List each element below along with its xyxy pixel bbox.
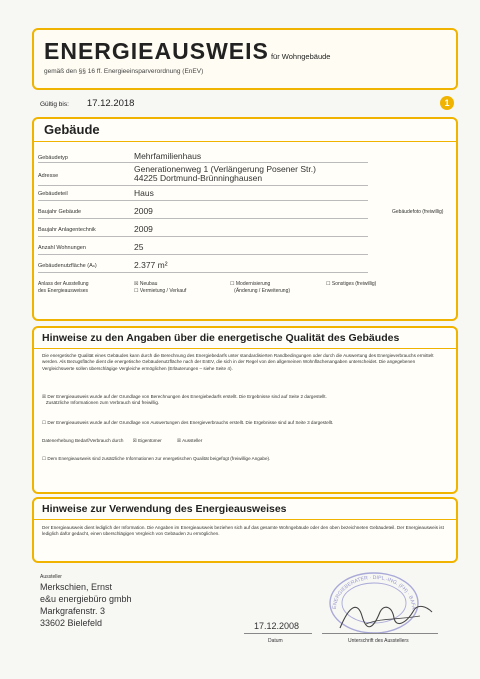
checkbox-owner[interactable]: ☒ Eigentümer (132, 438, 162, 443)
validity-date: 17.12.2018 (86, 98, 135, 109)
certificate-header (32, 28, 458, 90)
field-value: 2009 (134, 224, 153, 234)
checkbox-other[interactable]: ☐ Sonstiges (freiwillig) (326, 281, 377, 287)
building-section (32, 117, 458, 321)
field-label: Anzahl Wohnungen (38, 245, 86, 251)
field-value-line1: Generationenweg 1 (Verlängerung Posener Str.) (134, 164, 316, 174)
occasion-label: Anlass der Ausstellung des Energieausweises (38, 281, 89, 294)
page-number-badge: 1 (440, 96, 454, 110)
usage-paragraph: Der Energieausweis dient lediglich der Information. Die Angaben im Energieausweis beziehen sich auf das gesamte Wohngebäude oder den oben bezeichneten Gebäudeteil. Der Energieausweis ist lediglich dafür gedacht, einen überschlägigen Vergleich von Gebäuden zu ermöglichen. (42, 525, 444, 537)
field-value: 25 (134, 242, 144, 252)
hints-paragraph: Die energetische Qualität eines Gebäudes kann durch die Berechnung des Energiebedarfs unter standardisierten Randbedingungen oder durch die Auswertung des Energieverbrauchs ermittelt werden. Als Bezugsfläche dient die energetische Gebäudenutzfläche nach der EnEV, die sich in der Regel von den allgemeinen Wohnflächenangaben unterscheidet. Die angegebenen Vergleichswerte sollen überschlägige Vergleiche ermöglichen (Erläuterungen – siehe Seite 4). (42, 353, 434, 371)
date-label: Datum (268, 638, 283, 644)
checkbox-new-building[interactable]: ☒ Neubau (134, 281, 158, 287)
checkbox-modernization[interactable]: ☐ Modernisierung (Änderung / Erweiterung) (230, 281, 291, 294)
issuer-street: Markgrafenstr. 3 (40, 606, 106, 616)
usage-hints-title: Hinweise zur Verwendung des Energieausweises (34, 499, 456, 520)
issuer-city: 33602 Bielefeld (40, 618, 103, 628)
option-demand-based[interactable]: ☒ Der Energieausweis wurde auf der Grundlage von Berechnungen des Energiebedarfs erstellt. Die Ergebnisse sind auf Seite 2 dargestellt. Zusätzliche Informationen zum Verbrauch sind freiwillig. (42, 394, 327, 406)
option-additional-info[interactable]: ☐ Dem Energieausweis sind zusätzliche Informationen zur energetischen Qualität beigefügt (freiwillige Angabe). (42, 456, 271, 461)
issuer-label: Aussteller (40, 574, 62, 580)
field-label: Baujahr Anlagentechnik (38, 227, 96, 233)
field-label: Adresse (38, 173, 59, 179)
issuer-name: Merkschien, Ernst (40, 582, 113, 592)
issuer-company: e&u energiebüro gmbh (40, 594, 132, 604)
energy-quality-hints-section (32, 326, 458, 494)
field-label: Baujahr Gebäude (38, 209, 82, 215)
certificate-subtitle: für Wohngebäude (270, 52, 331, 61)
checkbox-rent-sale[interactable]: ☐ Vermietung / Verkauf (134, 288, 187, 294)
field-value-line2: 44225 Dortmund-Brünninghausen (134, 173, 263, 183)
checkbox-issuer[interactable]: ☒ Aussteller (176, 438, 203, 443)
signature-label: Unterschrift des Ausstellers (348, 638, 409, 644)
field-value: Haus (134, 188, 154, 198)
stamp-text: ENERGIEBERATER · DIPL.-ING. (FH) · BAFA (331, 574, 417, 610)
field-label: Gebäudetyp (38, 155, 68, 161)
field-value: Mehrfamilienhaus (134, 151, 202, 161)
option-consumption-based[interactable]: ☐ Der Energieausweis wurde auf der Grundlage von Auswertungen des Energieverbrauchs erstellt. Die Ergebnisse sind auf Seite 3 dargestellt. (42, 420, 334, 425)
field-value: 2009 (134, 206, 153, 216)
regulation-text: gemäß den §§ 16 ff. Energieeinsparverordnung (EnEV) (44, 68, 204, 75)
signature (336, 598, 436, 636)
field-value: 2.377 m² (134, 260, 168, 270)
field-label: Gebäudenutzfläche (Aₙ) (38, 263, 97, 269)
usage-hints-section (32, 497, 458, 563)
validity-label: Gültig bis: (40, 101, 69, 108)
issue-date: 17.12.2008 (254, 621, 300, 631)
data-collection-label: Datenerhebung Bedarf/Verbrauch durch (42, 438, 124, 443)
data-collection-row (42, 438, 446, 444)
building-section-title: Gebäude (34, 119, 456, 142)
validity (40, 98, 134, 109)
building-photo-label: Gebäudefoto (freiwillig) (392, 209, 444, 215)
field-label: Gebäudeteil (38, 191, 68, 197)
certificate-title: ENERGIEAUSWEIS für Wohngebäude (44, 38, 331, 64)
energy-quality-hints-title: Hinweise zu den Angaben über die energetische Qualität des Gebäudes (34, 328, 456, 349)
